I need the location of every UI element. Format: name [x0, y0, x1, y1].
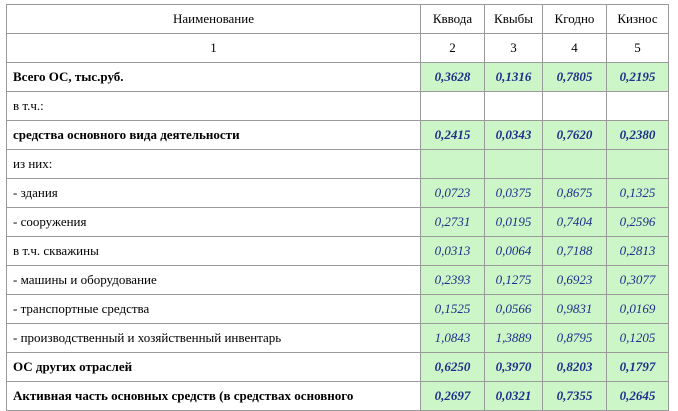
header-col-kvyby: Квыбы	[485, 5, 543, 34]
value-cell: 0,3970	[485, 353, 543, 382]
value-cell: 0,8203	[543, 353, 607, 382]
value-cell: 0,0375	[485, 179, 543, 208]
value-cell: 0,1275	[485, 266, 543, 295]
col-number: 1	[7, 34, 421, 63]
table-row	[7, 237, 669, 266]
table-row	[7, 324, 669, 353]
value-cell: 0,1797	[607, 353, 669, 382]
row-label: в т.ч.:	[7, 92, 421, 121]
table-row	[7, 150, 669, 179]
value-cell: 0,8675	[543, 179, 607, 208]
value-cell: 0,0343	[485, 121, 543, 150]
table-row	[7, 295, 669, 324]
numbering-row	[7, 34, 669, 63]
row-label: ОС других отраслей	[7, 353, 421, 382]
value-cell: 0,6923	[543, 266, 607, 295]
table-row	[7, 353, 669, 382]
table-row	[7, 382, 669, 411]
value-cell: 0,7805	[543, 63, 607, 92]
row-label: Активная часть основных средств (в средствах основного	[7, 382, 421, 411]
value-cell: 0,2393	[421, 266, 485, 295]
col-number: 5	[607, 34, 669, 63]
value-cell	[607, 150, 669, 179]
col-number: 4	[543, 34, 607, 63]
value-cell: 0,1316	[485, 63, 543, 92]
header-col-kiznos: Кизнос	[607, 5, 669, 34]
row-label: - здания	[7, 179, 421, 208]
row-label: из них:	[7, 150, 421, 179]
row-label: - транспортные средства	[7, 295, 421, 324]
row-label: - производственный и хозяйственный инвентарь	[7, 324, 421, 353]
header-col-kgodno: Кгодно	[543, 5, 607, 34]
value-cell: 0,2195	[607, 63, 669, 92]
value-cell: 0,6250	[421, 353, 485, 382]
value-cell: 0,2415	[421, 121, 485, 150]
row-label: средства основного вида деятельности	[7, 121, 421, 150]
value-cell: 1,3889	[485, 324, 543, 353]
value-cell: 0,7620	[543, 121, 607, 150]
value-cell: 0,7355	[543, 382, 607, 411]
col-number: 3	[485, 34, 543, 63]
row-label: в т.ч. скважины	[7, 237, 421, 266]
value-cell: 0,1325	[607, 179, 669, 208]
value-cell: 0,0321	[485, 382, 543, 411]
value-cell: 0,0169	[607, 295, 669, 324]
header-col-kvvoda: Кввода	[421, 5, 485, 34]
value-cell: 0,0566	[485, 295, 543, 324]
value-cell	[485, 92, 543, 121]
value-cell	[485, 150, 543, 179]
header-row	[7, 5, 669, 34]
value-cell: 0,3077	[607, 266, 669, 295]
value-cell: 0,0064	[485, 237, 543, 266]
value-cell	[421, 150, 485, 179]
value-cell	[607, 92, 669, 121]
col-number: 2	[421, 34, 485, 63]
coefficients-table	[6, 4, 669, 411]
row-label: - машины и оборудование	[7, 266, 421, 295]
header-name: Наименование	[7, 5, 421, 34]
value-cell: 0,2813	[607, 237, 669, 266]
value-cell: 0,2596	[607, 208, 669, 237]
value-cell: 0,0195	[485, 208, 543, 237]
value-cell: 0,2380	[607, 121, 669, 150]
value-cell	[421, 92, 485, 121]
value-cell: 0,7404	[543, 208, 607, 237]
table-row	[7, 92, 669, 121]
row-label: - сооружения	[7, 208, 421, 237]
table-row	[7, 121, 669, 150]
value-cell: 0,3628	[421, 63, 485, 92]
table-row	[7, 63, 669, 92]
row-label: Всего ОС, тыс.руб.	[7, 63, 421, 92]
value-cell: 0,1205	[607, 324, 669, 353]
value-cell: 0,1525	[421, 295, 485, 324]
table-row	[7, 208, 669, 237]
value-cell: 0,9831	[543, 295, 607, 324]
value-cell	[543, 150, 607, 179]
value-cell: 0,0313	[421, 237, 485, 266]
value-cell: 0,2645	[607, 382, 669, 411]
value-cell: 0,2697	[421, 382, 485, 411]
value-cell: 0,2731	[421, 208, 485, 237]
value-cell: 0,0723	[421, 179, 485, 208]
table-row	[7, 266, 669, 295]
value-cell: 0,7188	[543, 237, 607, 266]
value-cell	[543, 92, 607, 121]
value-cell: 0,8795	[543, 324, 607, 353]
table-row	[7, 179, 669, 208]
value-cell: 1,0843	[421, 324, 485, 353]
